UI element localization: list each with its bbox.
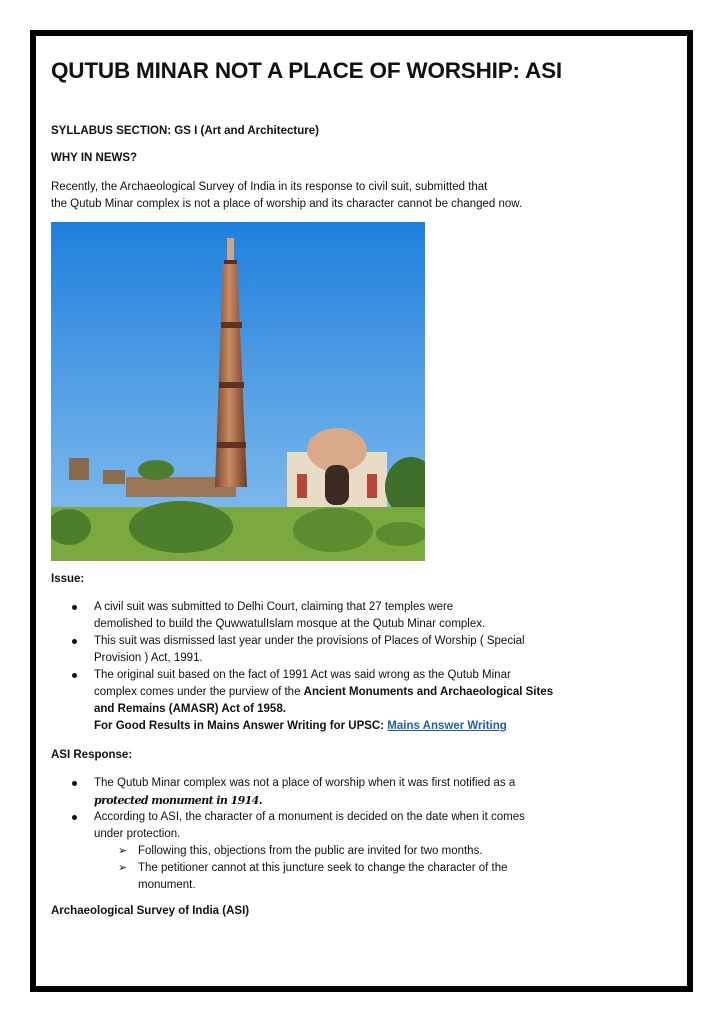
arrow-bullet-icon: ➢: [118, 845, 128, 857]
list-item: [51, 809, 611, 843]
sub-list-item-text: The petitioner cannot at this juncture seek to change the character of the: [138, 862, 508, 874]
sub-list-item: [51, 860, 611, 894]
list-item: [51, 633, 611, 667]
arrow-bullet-icon: ➢: [118, 862, 128, 874]
mains-answer-writing-link[interactable]: Mains Answer Writing: [387, 720, 507, 732]
bullet-icon: [72, 639, 77, 644]
act-name-bold: Ancient Monuments and Archaeological Sites: [303, 686, 554, 698]
bullet-icon: [72, 781, 77, 786]
asi-response-heading: ASI Response:: [51, 749, 133, 761]
list-item-text: Provision ) Act, 1991.: [94, 652, 203, 664]
intro-line-1: Recently, the Archaeological Survey of India in its response to civil suit, submitted that: [51, 181, 488, 193]
issue-heading: Issue:: [51, 573, 85, 585]
bullet-icon: [72, 673, 77, 678]
list-item: [51, 667, 611, 735]
list-item-text: The original suit based on the fact of 1991 Act was said wrong as the Qutub Minar: [94, 669, 511, 681]
intro-line-2: the Qutub Minar complex is not a place of worship and its character cannot be changed now.: [51, 198, 523, 210]
act-name-bold-cont: and Remains (AMASR) Act of 1958.: [94, 703, 286, 715]
list-item-text: under protection.: [94, 828, 181, 840]
act-intro-text: complex comes under the purview of the: [94, 686, 304, 698]
list-item-text: The Qutub Minar complex was not a place of worship when it was first notified as a: [94, 777, 516, 789]
why-heading: WHY IN NEWS?: [51, 152, 138, 164]
page-title: QUTUB MINAR NOT A PLACE OF WORSHIP: ASI: [51, 58, 562, 83]
promo-line: [94, 718, 611, 735]
asi-list: [51, 775, 611, 894]
sub-list-item-text: Following this, objections from the public are invited for two months.: [138, 845, 483, 857]
list-item-text: A civil suit was submitted to Delhi Court, claiming that 27 temples were: [94, 601, 454, 613]
list-item-text: According to ASI, the character of a monument is decided on the date when it comes: [94, 811, 525, 823]
bullet-icon: [72, 605, 77, 610]
list-item-text: This suit was dismissed last year under the provisions of Places of Worship ( Special: [94, 635, 525, 647]
bullet-icon: [72, 815, 77, 820]
asi-section-heading: Archaeological Survey of India (ASI): [51, 905, 250, 917]
list-item-text: [94, 684, 611, 701]
promo-text: For Good Results in Mains Answer Writing for UPSC:: [94, 720, 388, 732]
list-item-text: protected monument in 1914.: [94, 794, 262, 807]
list-item: [51, 599, 611, 633]
issue-list: [51, 599, 611, 735]
list-item-text: demolished to build the QuwwatulIslam mosque at the Qutub Minar complex.: [94, 618, 486, 630]
qutub-minar-photo: [51, 222, 425, 561]
sub-list-item-text: monument.: [138, 879, 196, 891]
list-item: [51, 775, 611, 809]
sub-list-item: [51, 843, 611, 860]
syllabus-line: SYLLABUS SECTION: GS I (Art and Architecture): [51, 125, 319, 137]
